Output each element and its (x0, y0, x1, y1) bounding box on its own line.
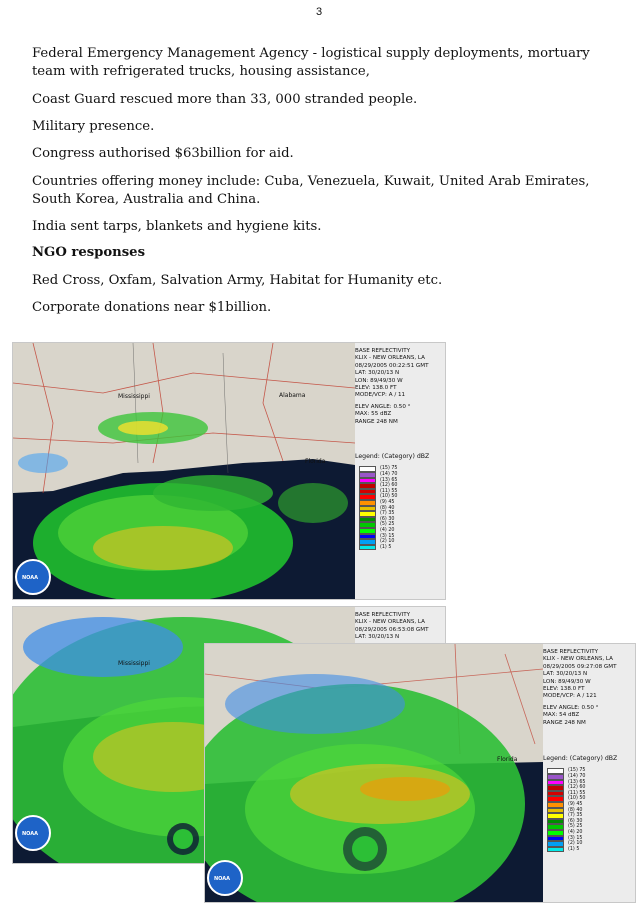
info-line: MODE/VCP: A / 11 (355, 392, 406, 399)
info-line: KLIX - NEW ORLEANS, LA (355, 619, 425, 626)
info-line: KLIX - NEW ORLEANS, LA (543, 656, 613, 663)
legend-label: (3) 15 (568, 835, 583, 841)
info-line: BASE REFLECTIVITY (543, 649, 599, 655)
legend-label: (8) 40 (568, 807, 583, 813)
legend-label: (10) 50 (380, 494, 398, 500)
info-line: LON: 89/49/30 W (355, 377, 403, 384)
heading-ngo-responses: NGO responses (32, 245, 146, 260)
info-line: RANGE 248 NM (543, 719, 586, 726)
legend-label: (3) 15 (380, 533, 395, 539)
legend-label: (7) 35 (380, 511, 395, 517)
legend-label: (14) 70 (380, 472, 398, 478)
legend-label: (6) 30 (380, 516, 395, 522)
map-label-alabama: Alabama (279, 392, 306, 399)
legend-label: (12) 60 (380, 483, 398, 489)
legend-title: Legend: (Category) dBZ (355, 453, 430, 461)
paragraph-ngos: Red Cross, Oxfam, Salvation Army, Habitat for Humanity etc. (32, 273, 443, 288)
info-line: 08/29/2005 00:22:51 GMT (355, 362, 429, 369)
legend-title: Legend: (Category) dBZ (543, 755, 618, 763)
legend-label: (4) 20 (568, 830, 583, 835)
legend-label: (13) 65 (568, 779, 586, 785)
legend-label: (1) 5 (380, 544, 392, 550)
paragraph-countries: Countries offering money include: Cuba, Venezuela, Kuwait, United Arab Emirates, South Korea, Australia and China. (32, 174, 590, 207)
paragraph-congress: Congress authorised $63billion for aid. (32, 146, 294, 161)
noaa-logo-text: NOAA (22, 831, 39, 837)
legend-label: (9) 45 (568, 802, 583, 808)
radar-image-3 (204, 643, 636, 903)
info-line: ELEV ANGLE: 0.50 ° (543, 704, 599, 711)
legend-label: (13) 65 (380, 477, 398, 483)
legend-label: (6) 30 (568, 818, 583, 824)
radar-map-3 (205, 644, 543, 902)
radar-image-1 (12, 342, 446, 600)
map-label-mississippi: Mississippi (118, 660, 150, 667)
info-line: ELEV: 138.0 FT (543, 686, 585, 693)
info-line: MODE/VCP: A / 121 (543, 693, 597, 700)
legend-label: (2) 10 (568, 841, 583, 847)
legend-label: (8) 40 (380, 505, 395, 511)
legend-label: (1) 5 (568, 846, 580, 852)
info-line: ELEV ANGLE: 0.50 ° (355, 403, 411, 410)
legend-label: (15) 75 (568, 768, 586, 774)
legend-label: (11) 55 (380, 488, 398, 494)
noaa-logo-icon (208, 861, 242, 895)
info-line: BASE REFLECTIVITY (355, 348, 411, 354)
paragraph-fema: Federal Emergency Management Agency - logistical supply deployments, mortuary team with refrigerated trucks, housing assistance, (32, 46, 590, 79)
legend-row (547, 847, 635, 853)
info-line: LAT: 30/20/13 N (543, 671, 588, 678)
map-label-florida: Florida (497, 756, 518, 763)
info-line: LAT: 30/20/13 N (355, 370, 400, 377)
info-line: LAT: 30/20/13 N (355, 634, 400, 641)
info-line: MAX: 55 dBZ (355, 411, 392, 418)
info-line: 08/29/2005 06:53:08 GMT (355, 626, 429, 633)
legend-1 (359, 466, 445, 550)
legend-swatch (359, 545, 376, 551)
legend-label: (5) 25 (380, 522, 395, 528)
page-number: 3 (315, 6, 323, 18)
info-line: MAX: 54 dBZ (543, 712, 580, 719)
paragraph-coast-guard: Coast Guard rescued more than 33, 000 stranded people. (32, 92, 418, 107)
legend-label: (14) 70 (568, 774, 586, 780)
info-line: ELEV: 138.0 FT (355, 385, 397, 392)
paragraph-india: India sent tarps, blankets and hygiene kits. (32, 219, 322, 234)
map-label-mississippi: Mississippi (118, 393, 150, 400)
radar-info-panel-1 (355, 343, 445, 599)
legend-label: (11) 55 (568, 790, 586, 796)
paragraph-corporate: Corporate donations near $1billion. (32, 300, 272, 315)
legend-label: (5) 25 (568, 824, 583, 830)
legend-label: (7) 35 (568, 813, 583, 819)
legend-label: (15) 75 (380, 466, 398, 472)
legend-label: (9) 45 (380, 500, 395, 506)
paragraph-military: Military presence. (32, 119, 155, 134)
radar-map-1 (13, 343, 355, 599)
legend-3 (547, 768, 635, 852)
legend-label: (4) 20 (380, 528, 395, 533)
noaa-logo-icon (16, 816, 50, 850)
noaa-logo-icon (16, 560, 50, 594)
info-line: BASE REFLECTIVITY (355, 612, 411, 618)
noaa-logo-text: NOAA (22, 575, 39, 581)
legend-label: (12) 60 (568, 785, 586, 791)
legend-label: (2) 10 (380, 539, 395, 545)
legend-label: (10) 50 (568, 796, 586, 802)
info-line: KLIX - NEW ORLEANS, LA (355, 355, 425, 362)
info-line: RANGE 248 NM (355, 418, 398, 425)
map-label-florida: Florida (305, 458, 326, 465)
info-line: 08/29/2005 09:27:08 GMT (543, 663, 617, 670)
legend-swatch (547, 847, 564, 853)
legend-row (359, 545, 445, 551)
radar-info-panel-3 (543, 644, 635, 902)
noaa-logo-text: NOAA (214, 876, 231, 882)
info-line: LON: 89/49/30 W (543, 678, 591, 685)
